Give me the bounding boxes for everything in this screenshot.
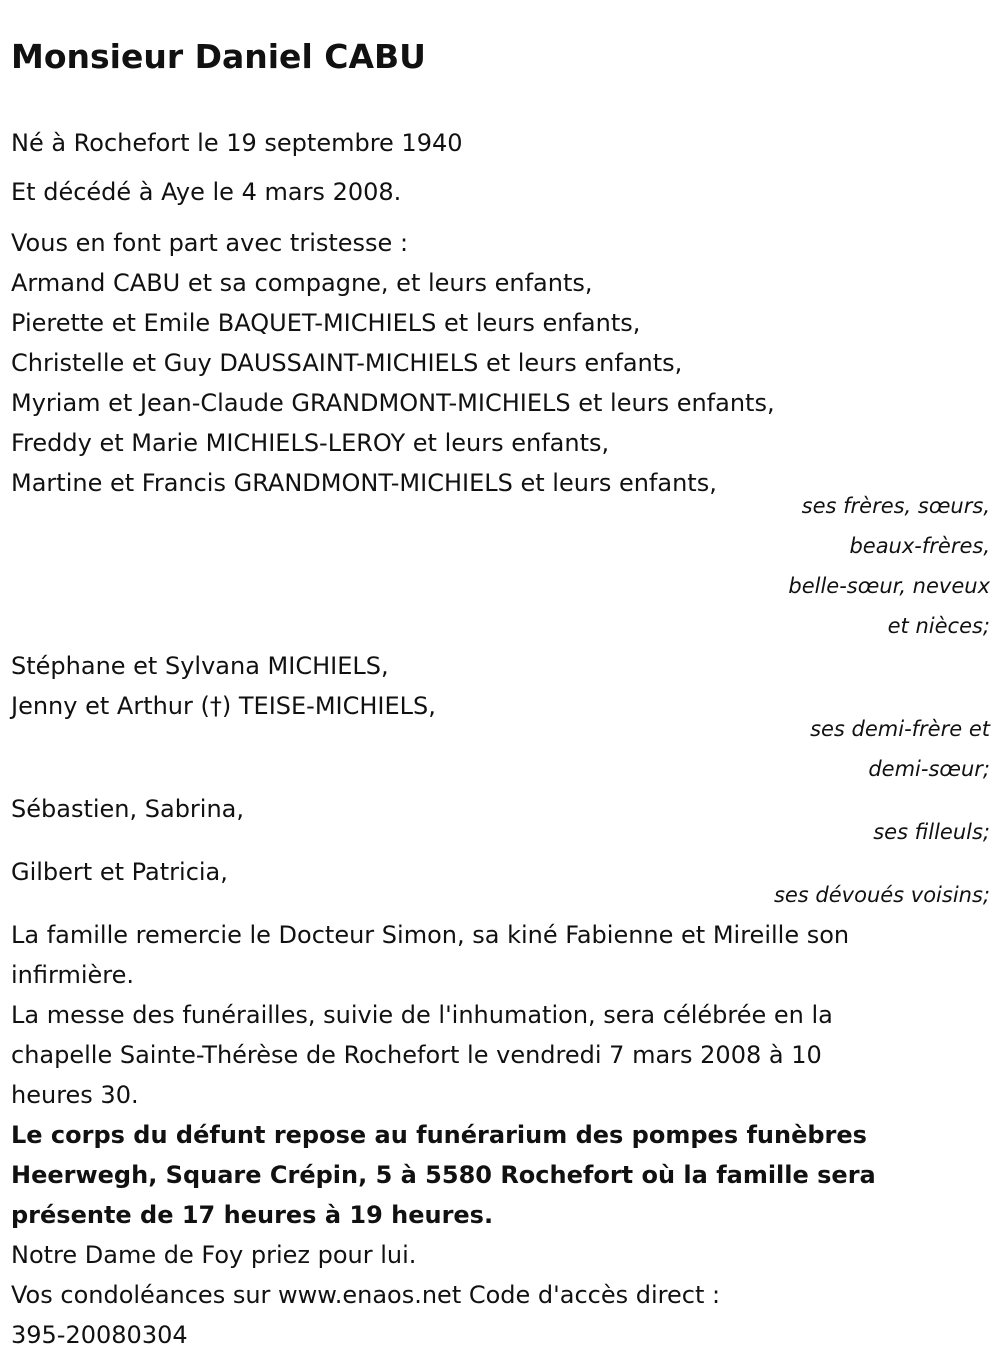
repose-line: présente de 17 heures à 19 heures. xyxy=(11,1201,494,1229)
family-line: Myriam et Jean-Claude GRANDMONT-MICHIELS et leurs enfants, xyxy=(11,389,775,417)
neighbours-line: Gilbert et Patricia, xyxy=(11,858,228,886)
relationship-label: beaux-frères, xyxy=(849,534,990,558)
access-code: 395-20080304 xyxy=(11,1321,188,1349)
relationship-label: demi-sœur; xyxy=(868,757,990,781)
birth-line: Né à Rochefort le 19 septembre 1940 xyxy=(11,129,463,157)
family-line: Armand CABU et sa compagne, et leurs enfants, xyxy=(11,269,593,297)
mass-line: La messe des funérailles, suivie de l'inhumation, sera célébrée en la xyxy=(11,1001,833,1029)
repose-line: Le corps du défunt repose au funérarium des pompes funèbres xyxy=(11,1121,867,1149)
thanks-line: La famille remercie le Docteur Simon, sa kiné Fabienne et Mireille son xyxy=(11,921,850,949)
godchildren-line: Sébastien, Sabrina, xyxy=(11,795,245,823)
mass-line: heures 30. xyxy=(11,1081,139,1109)
relationship-label: belle-sœur, neveux xyxy=(788,574,990,598)
relationship-label: ses filleuls; xyxy=(873,820,990,844)
death-line: Et décédé à Aye le 4 mars 2008. xyxy=(11,178,402,206)
relationship-label: et nièces; xyxy=(887,614,990,638)
family-line: Freddy et Marie MICHIELS-LEROY et leurs enfants, xyxy=(11,429,610,457)
relationship-label: ses demi-frère et xyxy=(810,717,990,741)
page-title: Monsieur Daniel CABU xyxy=(11,37,426,76)
thanks-line: infirmière. xyxy=(11,961,134,989)
repose-line: Heerwegh, Square Crépin, 5 à 5580 Rochefort où la famille sera xyxy=(11,1161,876,1189)
mass-line: chapelle Sainte-Thérèse de Rochefort le vendredi 7 mars 2008 à 10 xyxy=(11,1041,822,1069)
condolences-line: Vos condoléances sur www.enaos.net Code d'accès direct : xyxy=(11,1281,721,1309)
relationship-label: ses dévoués voisins; xyxy=(773,883,990,907)
family-line: Martine et Francis GRANDMONT-MICHIELS et leurs enfants, xyxy=(11,469,717,497)
family-line: Jenny et Arthur (†) TEISE-MICHIELS, xyxy=(11,692,436,720)
intro-line: Vous en font part avec tristesse : xyxy=(11,229,409,257)
relationship-label: ses frères, sœurs, xyxy=(801,494,990,518)
family-line: Stéphane et Sylvana MICHIELS, xyxy=(11,652,389,680)
family-line: Pierette et Emile BAQUET-MICHIELS et leurs enfants, xyxy=(11,309,641,337)
prayer-line: Notre Dame de Foy priez pour lui. xyxy=(11,1241,417,1269)
family-line: Christelle et Guy DAUSSAINT-MICHIELS et leurs enfants, xyxy=(11,349,683,377)
